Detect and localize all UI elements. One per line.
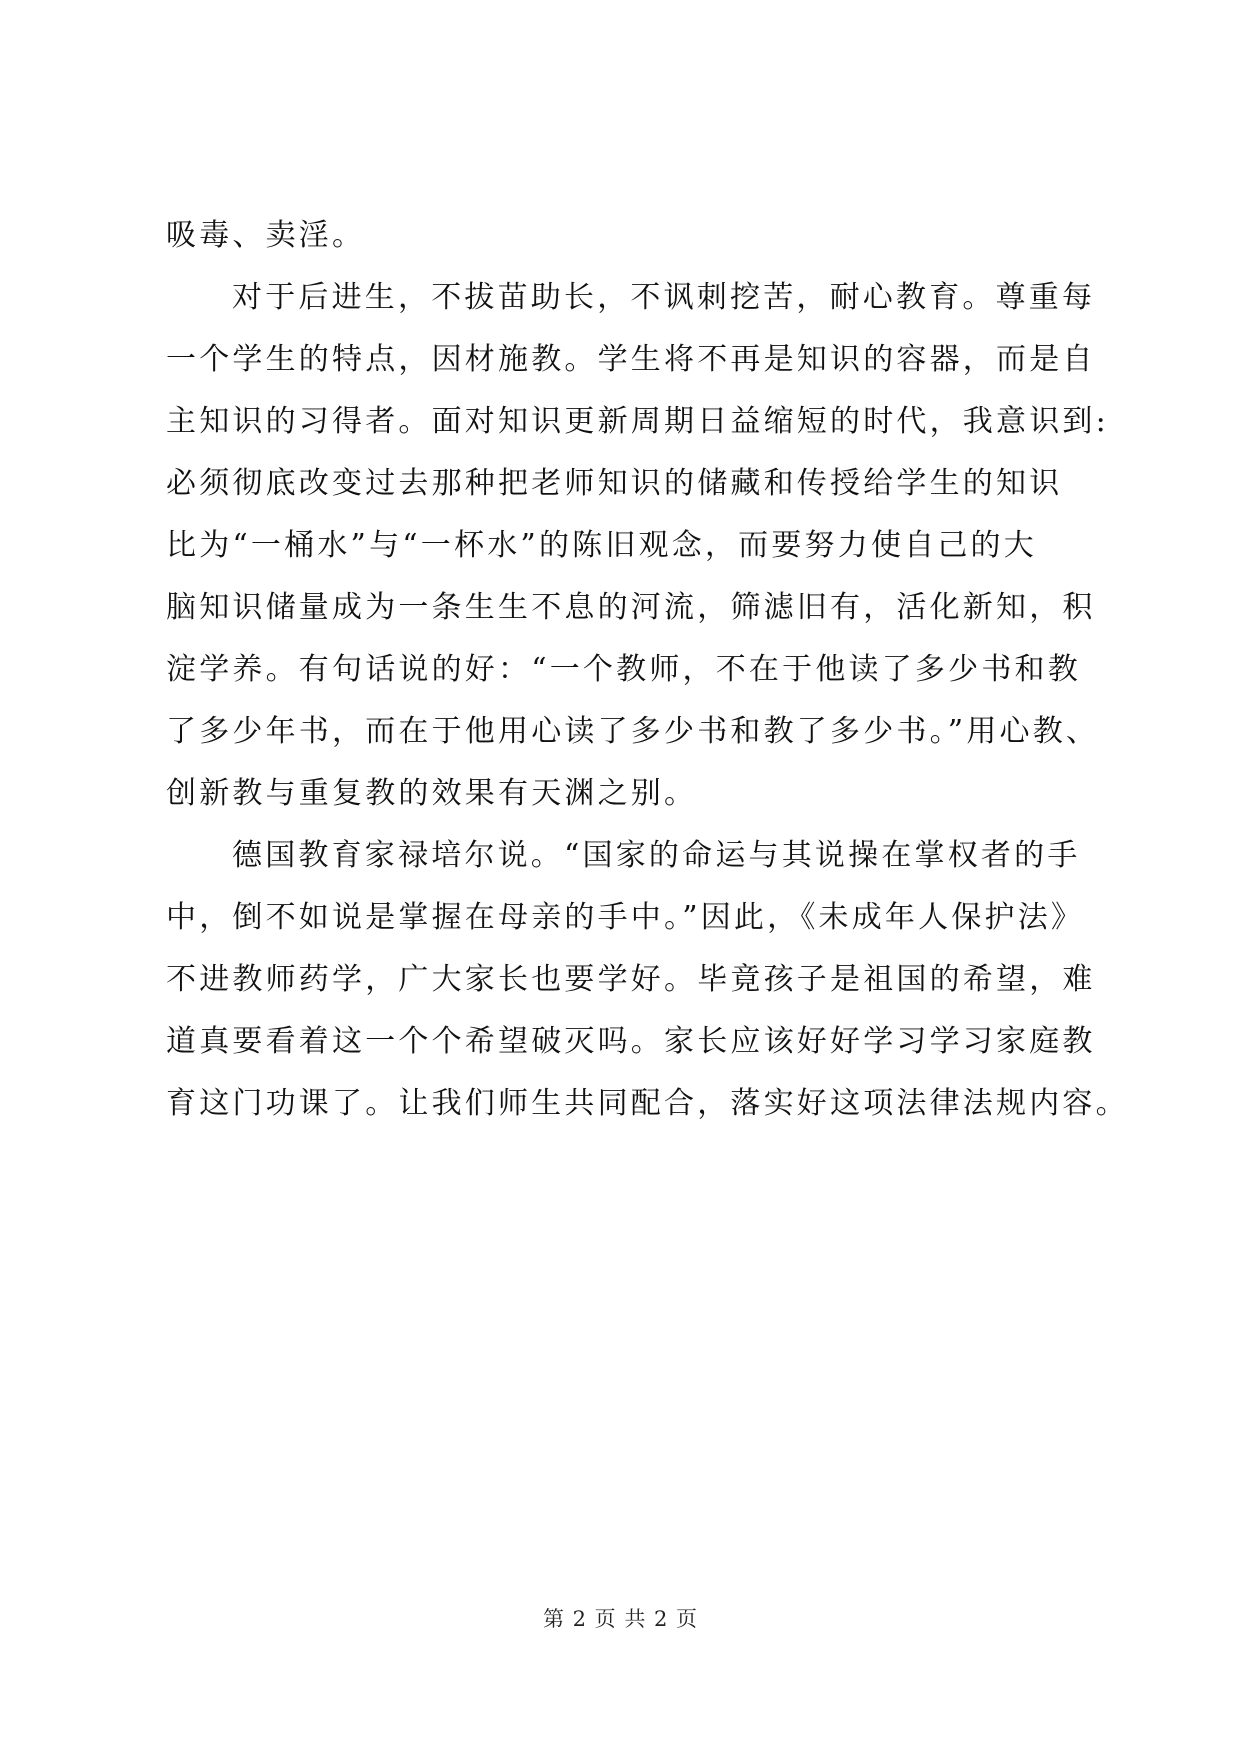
text-line-2: 对于后进生，不拔苗助长，不讽刺挖苦，耐心教育。尊重每 (232, 280, 1096, 315)
page-number-footer: 第 2 页 共 2 页 (542, 1607, 699, 1631)
text-line-10: 创新教与重复教的效果有天渊之别。 (166, 776, 698, 811)
text-line-12: 中，倒不如说是掌握在母亲的手中。”因此，《未成年人保护法》 (166, 900, 1085, 935)
text-line-5: 必须彻底改变过去那种把老师知识的储藏和传授给学生的知识 (166, 466, 1063, 501)
text-line-13: 不进教师药学，广大家长也要学好。毕竟孩子是祖国的希望，难 (166, 962, 1096, 997)
text-line-8: 淀学养。有句话说的好：“一个教师，不在于他读了多少书和教 (166, 652, 1081, 687)
text-line-1: 吸毒、卖淫。 (166, 218, 366, 253)
text-line-6: 比为“一桶水”与“一杯水”的陈旧观念，而要努力使自己的大 (166, 528, 1037, 563)
text-line-9: 了多少年书，而在于他用心读了多少书和教了多少书。”用心教、 (166, 714, 1100, 749)
text-line-15: 育这门功课了。让我们师生共同配合，落实好这项法律法规内容。 (166, 1086, 1129, 1121)
text-line-14: 道真要看着这一个个希望破灭吗。家长应该好好学习学习家庭教 (166, 1024, 1096, 1059)
text-line-3: 一个学生的特点，因材施教。学生将不再是知识的容器，而是自 (166, 342, 1096, 377)
text-line-11: 德国教育家禄培尔说。“国家的命运与其说操在掌权者的手 (232, 838, 1081, 873)
text-line-7: 脑知识储量成为一条生生不息的河流，筛滤旧有，活化新知，积 (166, 590, 1096, 625)
document-body (166, 205, 1129, 1135)
text-line-4: 主知识的习得者。面对知识更新周期日益缩短的时代，我意识到: (166, 404, 1109, 439)
